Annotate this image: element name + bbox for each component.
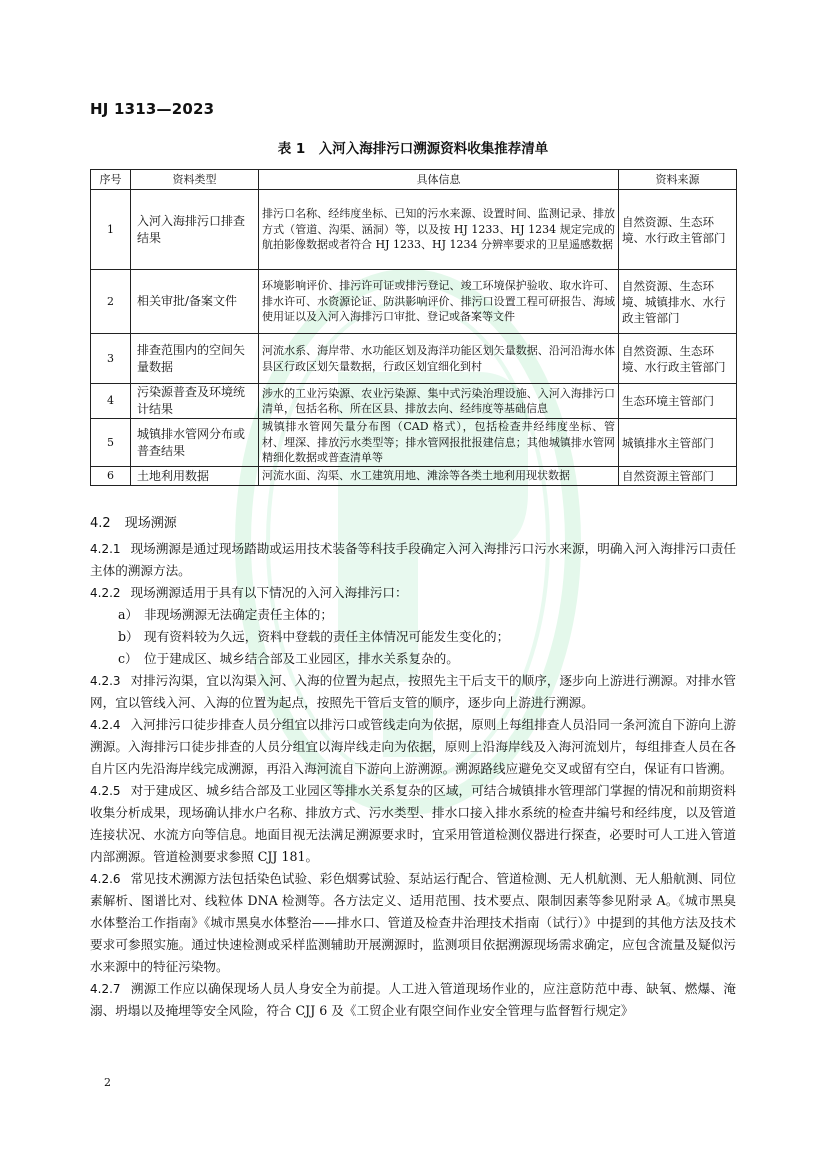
row-source: 自然资源、生态环境、水行政主管部门 <box>619 190 737 270</box>
row-type: 土地利用数据 <box>131 467 259 486</box>
row-type: 排查范围内的空间矢量数据 <box>131 334 259 384</box>
col-header-num: 序号 <box>91 170 131 190</box>
clause-4-2-4 <box>90 714 736 780</box>
row-detail: 排污口名称、经纬度坐标、已知的污水来源、设置时间、监测记录、排放方式（管道、沟渠、涵洞）等，以及按 HJ 1233、HJ 1234 规定完成的航拍影像数据或者符合 HJ 1233、HJ 1234 分辨率要求的卫星遥感数据 <box>259 190 619 270</box>
table-row <box>91 419 737 467</box>
clause-4-2-2 <box>90 582 736 604</box>
row-type: 城镇排水管网分布或普查结果 <box>131 419 259 467</box>
table-title: 表 1 入河入海排污口溯源资料收集推荐清单 <box>277 141 549 157</box>
section-title-text: 现场溯源 <box>124 516 177 531</box>
row-detail: 涉水的工业污染源、农业污染源、集中式污染治理设施、入河入海排污口清单，包括名称、所在区县、排放去向、经纬度等基础信息 <box>259 384 619 419</box>
row-source: 生态环境主管部门 <box>619 384 737 419</box>
row-detail: 环境影响评价、排污许可证或排污登记、竣工环境保护验收、取水许可、排水许可、水资源论证、防洪影响评价、排污口设置工程可研报告、海域使用证以及入河入海排污口审批、登记或备案等文件 <box>259 270 619 334</box>
clause-text: 常见技术溯源方法包括染色试验、彩色烟雾试验、泵站运行配合、管道检测、无人机航测、无人船航测、同位素解析、图谱比对、线粒体 DNA 检测等。各方法定义、适用范围、技术要点、限制因素等参见附录 A。《城市黑臭水体整治工作指南》《城市黑臭水体整治——排水口、管道及检查井治理技术指南（试行）》中提到的其他方法及技术要求可参照实施。通过快速检测或采样监测辅助开展溯源时，监测项目依据溯源现场需求确定，应包含流量及疑似污水来源中的特征污染物。 <box>90 871 736 974</box>
list-item <box>90 604 736 626</box>
clause-4-2-6 <box>90 868 736 978</box>
table-header-row <box>91 170 737 190</box>
table-row <box>91 190 737 270</box>
row-num: 1 <box>91 190 131 270</box>
row-num: 3 <box>91 334 131 384</box>
col-header-source: 资料来源 <box>619 170 737 190</box>
row-num: 6 <box>91 467 131 486</box>
document-code: HJ 1313—2023 <box>90 100 215 118</box>
clause-4-2-5 <box>90 780 736 868</box>
clause-number: 4.2.7 <box>90 982 121 996</box>
clause-number: 4.2.2 <box>90 586 121 600</box>
row-type: 入河入海排污口排查结果 <box>131 190 259 270</box>
row-num: 2 <box>91 270 131 334</box>
clause-text: 对于建成区、城乡结合部及工业园区等排水关系复杂的区域，可结合城镇排水管理部门掌握的情况和前期资料收集分析成果，现场确认排水户名称、排放方式、污水类型、排水口接入排水系统的检查井编号和经纬度，以及管道连接状况、水流方向等信息。地面目视无法满足溯源要求时，宜采用管道检测仪器进行探查，必要时可人工进入管道内部溯源。管道检测要求参照 CJJ 181。 <box>90 783 736 864</box>
clause-4-2-7 <box>90 978 736 1022</box>
col-header-type: 资料类型 <box>131 170 259 190</box>
clause-number: 4.2.5 <box>90 784 121 798</box>
row-type: 污染源普查及环境统计结果 <box>131 384 259 419</box>
clause-4-2-1 <box>90 538 736 582</box>
row-source: 自然资源、生态环境、水行政主管部门 <box>619 334 737 384</box>
list-item <box>90 648 736 670</box>
section-number: 4.2 <box>90 516 111 531</box>
section-body <box>90 538 736 1022</box>
page-number: 2 <box>104 1076 111 1089</box>
row-detail: 河流水面、沟渠、水工建筑用地、滩涂等各类土地利用现状数据 <box>259 467 619 486</box>
row-num: 4 <box>91 384 131 419</box>
clause-number: 4.2.6 <box>90 872 121 886</box>
list-marker: c） <box>118 651 138 666</box>
clause-number: 4.2.3 <box>90 674 121 688</box>
clause-number: 4.2.1 <box>90 542 121 556</box>
clause-text: 现场溯源是通过现场踏勘或运用技术装备等科技手段确定入河入海排污口污水来源，明确入河入海排污口责任主体的溯源方法。 <box>90 541 736 578</box>
list-marker: b） <box>118 629 139 644</box>
row-num: 5 <box>91 419 131 467</box>
resource-table <box>90 169 737 486</box>
list-item-text: 非现场溯源无法确定责任主体的； <box>144 607 333 622</box>
row-source: 自然资源、生态环境、城镇排水、水行政主管部门 <box>619 270 737 334</box>
clause-4-2-3 <box>90 670 736 714</box>
list-marker: a） <box>118 607 139 622</box>
clause-text: 溯源工作应以确保现场人员人身安全为前提。人工进入管道现场作业的，应注意防范中毒、缺氧、燃爆、淹溺、坍塌以及掩埋等安全风险，符合 CJJ 6 及《工贸企业有限空间作业安全管理与监督暂行规定》 <box>90 981 736 1018</box>
clause-text: 现场溯源适用于具有以下情况的入河入海排污口： <box>130 585 408 600</box>
table-row <box>91 384 737 419</box>
clause-number: 4.2.4 <box>90 718 121 732</box>
table-row <box>91 270 737 334</box>
list-item <box>90 626 736 648</box>
list-item-text: 现有资料较为久远，资料中登载的责任主体情况可能发生变化的； <box>144 629 510 644</box>
clause-text: 对排污沟渠，宜以沟渠入河、入海的位置为起点，按照先主干后支干的顺序，逐步向上游进行溯源。对排水管网，宜以管线入河、入海的位置为起点，按照先干管后支管的顺序，逐步向上游进行溯源。 <box>90 673 736 710</box>
row-detail: 河流水系、海岸带、水功能区划及海洋功能区划矢量数据、沿河沿海水体县区行政区划矢量数据，行政区划宜细化到村 <box>259 334 619 384</box>
col-header-detail: 具体信息 <box>259 170 619 190</box>
row-source: 自然资源主管部门 <box>619 467 737 486</box>
clause-text: 入河排污口徒步排查人员分组宜以排污口或管线走向为依据，原则上每组排查人员沿同一条河流自下游向上游溯源。入海排污口徒步排查的人员分组宜以海岸线走向为依据，原则上沿海岸线及入海河流划片，每组排查人员在各自片区内先沿海岸线完成溯源，再沿入海河流自下游向上游溯源。溯源路线应避免交叉或留有空白，保证有口皆溯。 <box>90 717 736 776</box>
list-item-text: 位于建成区、城乡结合部及工业园区，排水关系复杂的。 <box>144 651 459 666</box>
row-type: 相关审批/备案文件 <box>131 270 259 334</box>
row-source: 城镇排水主管部门 <box>619 419 737 467</box>
section-heading <box>90 512 177 531</box>
row-detail: 城镇排水管网矢量分布图（CAD 格式），包括检查井经纬度坐标、管材、埋深、排放污水类型等；排水管网报批报建信息；其他城镇排水管网精细化数据或普查清单等 <box>259 419 619 467</box>
table-row <box>91 467 737 486</box>
table-row <box>91 334 737 384</box>
